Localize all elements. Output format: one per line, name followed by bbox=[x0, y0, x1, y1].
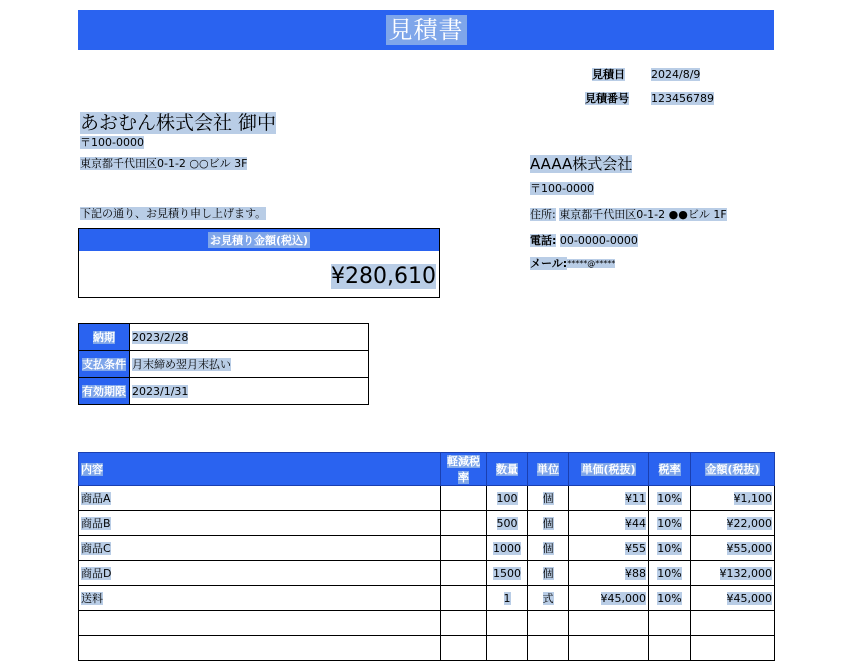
table-cell bbox=[649, 636, 691, 661]
table-cell bbox=[569, 611, 649, 636]
table-cell bbox=[441, 511, 487, 536]
table-cell bbox=[569, 636, 649, 661]
terms-label: 納期 bbox=[79, 324, 130, 351]
table-row bbox=[79, 536, 775, 561]
items-column-header: 単位 bbox=[528, 453, 569, 486]
table-cell: ¥55,000 bbox=[691, 536, 775, 561]
table-cell: ¥22,000 bbox=[691, 511, 775, 536]
items-column-header: 軽減税率 bbox=[441, 453, 487, 486]
table-cell: 1500 bbox=[487, 561, 528, 586]
terms-table bbox=[78, 323, 369, 405]
table-cell: 個 bbox=[528, 536, 569, 561]
table-cell: ¥44 bbox=[569, 511, 649, 536]
vendor-phone: 電話: 00-0000-0000 bbox=[530, 234, 638, 247]
table-cell bbox=[79, 636, 441, 661]
table-cell: 個 bbox=[528, 511, 569, 536]
table-cell: 100 bbox=[487, 486, 528, 511]
table-cell: 送料 bbox=[79, 586, 441, 611]
terms-row bbox=[79, 378, 369, 405]
terms-label: 有効期限 bbox=[79, 378, 130, 405]
items-header-row bbox=[79, 453, 775, 486]
terms-value: 2023/2/28 bbox=[130, 324, 369, 351]
client-name: あおむん株式会社 御中 bbox=[80, 112, 277, 134]
table-cell bbox=[528, 611, 569, 636]
table-row bbox=[79, 586, 775, 611]
table-cell: 10% bbox=[649, 561, 691, 586]
table-cell bbox=[79, 611, 441, 636]
table-cell: 商品C bbox=[79, 536, 441, 561]
items-table bbox=[78, 452, 775, 661]
terms-row bbox=[79, 351, 369, 378]
vendor-address: 住所: 東京都千代田区0-1-2 ●●ビル 1F bbox=[530, 208, 727, 221]
table-cell bbox=[487, 611, 528, 636]
vendor-postal: 〒100-0000 bbox=[530, 182, 594, 195]
table-cell: 1 bbox=[487, 586, 528, 611]
table-cell: ¥11 bbox=[569, 486, 649, 511]
table-cell: 個 bbox=[528, 486, 569, 511]
quote-number-label: 見積番号 bbox=[585, 92, 629, 105]
table-cell bbox=[441, 611, 487, 636]
items-column-header: 内容 bbox=[79, 453, 441, 486]
amount-box bbox=[78, 228, 440, 298]
table-cell: 商品D bbox=[79, 561, 441, 586]
items-column-header: 数量 bbox=[487, 453, 528, 486]
terms-row bbox=[79, 324, 369, 351]
table-cell bbox=[528, 636, 569, 661]
intro-text: 下記の通り、お見積り申し上げます。 bbox=[80, 207, 267, 220]
vendor-mail: メール:*****@***** bbox=[530, 257, 616, 270]
table-cell bbox=[649, 611, 691, 636]
items-column-header: 単価(税抜) bbox=[569, 453, 649, 486]
table-cell bbox=[691, 611, 775, 636]
document-title: 見積書 bbox=[386, 15, 467, 45]
table-row bbox=[79, 611, 775, 636]
table-cell: ¥88 bbox=[569, 561, 649, 586]
table-row bbox=[79, 636, 775, 661]
table-row bbox=[79, 486, 775, 511]
table-cell: 10% bbox=[649, 586, 691, 611]
terms-label: 支払条件 bbox=[79, 351, 130, 378]
table-cell bbox=[441, 636, 487, 661]
table-row bbox=[79, 561, 775, 586]
table-cell: 商品B bbox=[79, 511, 441, 536]
table-cell bbox=[441, 561, 487, 586]
table-cell bbox=[691, 636, 775, 661]
table-cell: 10% bbox=[649, 486, 691, 511]
amount-label: お見積り金額(税込) bbox=[79, 229, 439, 251]
table-cell: 10% bbox=[649, 536, 691, 561]
vendor-name: AAAA株式会社 bbox=[530, 155, 633, 173]
quote-number-value: 123456789 bbox=[651, 92, 714, 105]
quote-date-label: 見積日 bbox=[592, 68, 625, 81]
table-cell: 500 bbox=[487, 511, 528, 536]
terms-value: 2023/1/31 bbox=[130, 378, 369, 405]
table-cell: 10% bbox=[649, 511, 691, 536]
table-cell: 1000 bbox=[487, 536, 528, 561]
table-cell: ¥55 bbox=[569, 536, 649, 561]
table-cell: 式 bbox=[528, 586, 569, 611]
table-cell bbox=[441, 486, 487, 511]
table-cell: ¥45,000 bbox=[569, 586, 649, 611]
table-cell bbox=[487, 636, 528, 661]
amount-value: ¥280,610 bbox=[331, 264, 436, 289]
quote-date-value: 2024/8/9 bbox=[651, 68, 701, 81]
client-postal: 〒100-0000 bbox=[80, 136, 144, 149]
client-address: 東京都千代田区0-1-2 ○○ビル 3F bbox=[80, 157, 248, 170]
items-column-header: 税率 bbox=[649, 453, 691, 486]
table-cell bbox=[441, 586, 487, 611]
table-cell: ¥45,000 bbox=[691, 586, 775, 611]
terms-value: 月末締め翌月末払い bbox=[130, 351, 369, 378]
table-cell bbox=[441, 536, 487, 561]
items-column-header: 金額(税抜) bbox=[691, 453, 775, 486]
table-row bbox=[79, 511, 775, 536]
table-cell: ¥132,000 bbox=[691, 561, 775, 586]
document-title-bar bbox=[78, 10, 774, 50]
table-cell: 個 bbox=[528, 561, 569, 586]
table-cell: 商品A bbox=[79, 486, 441, 511]
table-cell: ¥1,100 bbox=[691, 486, 775, 511]
